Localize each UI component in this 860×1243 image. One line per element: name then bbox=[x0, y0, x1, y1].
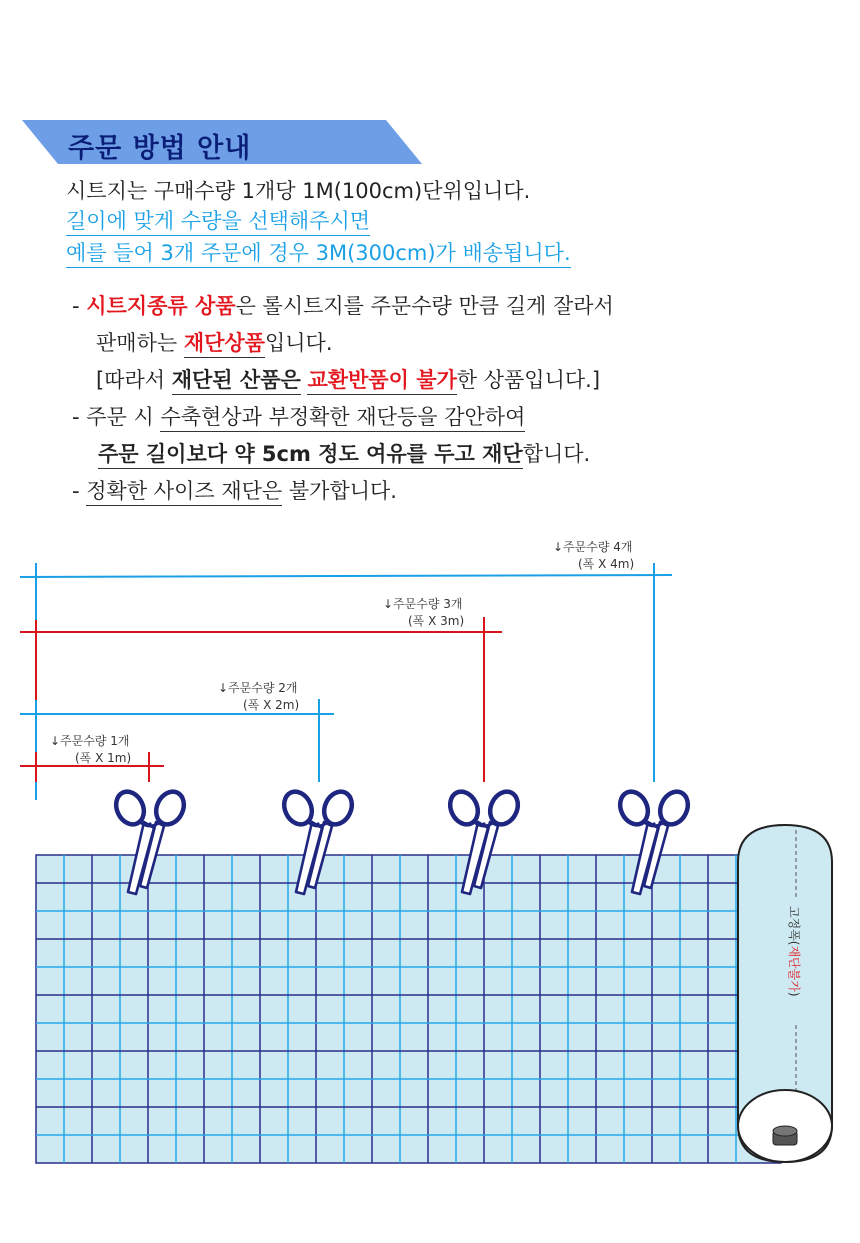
note-3-highlight: 교환반품이 불가 bbox=[307, 368, 456, 395]
note-1-dash: - bbox=[72, 294, 87, 318]
cutting-diagram bbox=[0, 530, 860, 1190]
roll-width-label bbox=[787, 906, 802, 997]
note-3-text-b: 한 상품입니다.] bbox=[456, 368, 601, 392]
intro-line-3: 예를 들어 3개 주문에 경우 3M(300cm)가 배송됩니다. bbox=[66, 240, 571, 268]
note-3 bbox=[72, 362, 614, 399]
note-1-highlight: 시트지종류 상품 bbox=[86, 294, 236, 318]
note-6-dash: - bbox=[72, 479, 87, 503]
note-3-underline: 재단된 산품은 bbox=[172, 368, 301, 395]
note-4 bbox=[72, 399, 614, 436]
intro-line-1: 시트지는 구매수량 1개당 1M(100cm)단위입니다. bbox=[66, 179, 531, 203]
roll-width-label-b: 재단불가 bbox=[787, 945, 801, 992]
note-2 bbox=[72, 325, 614, 362]
note-5-bold: 주문 길이보다 약 5cm 정도 여유를 두고 재단 bbox=[98, 442, 523, 469]
roll-width-label-c: ) bbox=[787, 991, 801, 997]
note-6-text: 불가합니다. bbox=[282, 479, 397, 503]
note-2-text-a: 판매하는 bbox=[96, 331, 184, 355]
marker-3-size-label: (폭 X 3m) bbox=[408, 614, 465, 628]
intro-text bbox=[66, 176, 571, 270]
marker-1 bbox=[20, 733, 164, 782]
marker-4-size-label: (폭 X 4m) bbox=[578, 557, 635, 571]
note-6-underline: 정확한 사이즈 재단은 bbox=[86, 479, 282, 506]
intro-line-2: 길이에 맞게 수량을 선택해주시면 bbox=[66, 208, 370, 236]
order-notes bbox=[72, 288, 614, 510]
marker-1-qty-label: ↓주문수량 1개 bbox=[50, 734, 130, 748]
note-2-highlight: 재단상품 bbox=[184, 331, 265, 358]
note-2-text-b: 입니다. bbox=[264, 331, 333, 355]
note-3-text-a: [따라서 bbox=[96, 368, 172, 392]
note-5-text: 합니다. bbox=[522, 442, 591, 466]
note-1-text: 은 롤시트지를 주문수량 만큼 길게 잘라서 bbox=[235, 294, 614, 318]
marker-4-qty-label: ↓주문수량 4개 bbox=[553, 540, 633, 554]
marker-1-size-label: (폭 X 1m) bbox=[75, 751, 132, 765]
marker-2-size-label: (폭 X 2m) bbox=[243, 698, 300, 712]
roll-width-label-a: 고정폭( bbox=[787, 906, 801, 946]
note-5 bbox=[72, 436, 614, 473]
note-4-text-a: - 주문 시 bbox=[72, 405, 161, 429]
note-1 bbox=[72, 288, 614, 325]
roll-core-top bbox=[773, 1126, 797, 1136]
note-4-underline: 수축현상과 부정확한 재단등을 감안하여 bbox=[160, 405, 525, 432]
section-title: 주문 방법 안내 bbox=[68, 133, 252, 164]
marker-2-qty-label: ↓주문수량 2개 bbox=[218, 681, 298, 695]
roll-cylinder bbox=[738, 825, 832, 1162]
note-6 bbox=[72, 473, 614, 510]
marker-3-qty-label: ↓주문수량 3개 bbox=[383, 597, 463, 611]
marker-4-h-line bbox=[20, 575, 672, 577]
